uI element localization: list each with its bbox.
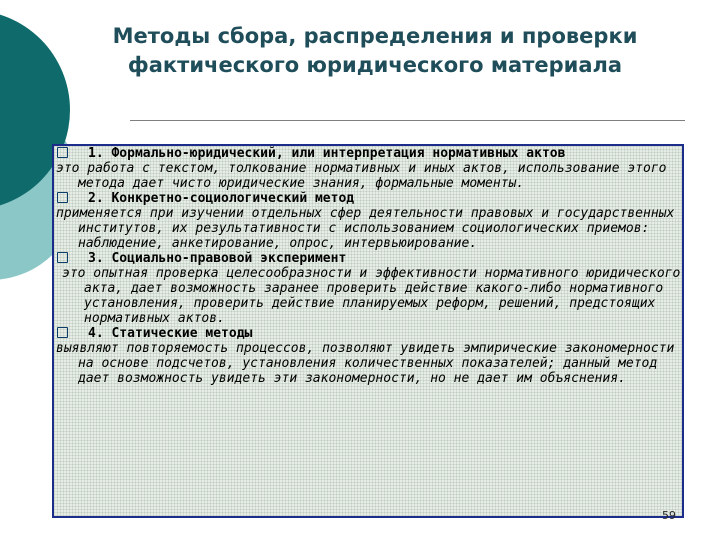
method-description: выявляют повторяемость процессов, позволяют увидеть эмпирические закономерности на основе подсчетов, установления количественных показателей; данный метод дает возможность увидеть эти закономерности, но не дает им объяснения. — [56, 341, 675, 386]
method-heading: 3. Социально-правовой эксперимент — [88, 251, 347, 266]
method-heading: 1. Формально-юридический, или интерпретация нормативных актов — [88, 146, 566, 161]
method-heading: 2. Конкретно-социологический метод — [88, 191, 355, 206]
method-heading: 4. Статические методы — [88, 326, 253, 341]
checkbox-bullet-icon — [57, 192, 68, 203]
checkbox-bullet-icon — [57, 252, 68, 263]
slide-title: Методы сбора, распределения и проверки фактического юридического материала — [112, 24, 638, 77]
methods-list — [56, 146, 682, 386]
method-description: это опытная проверка целесообразности и эффективности нормативного юридического акта, дает возможность заранее проверить действие какого-либо нормативного установления, проверить действие планируемых реформ, решений, предстоящих нормативных актов. — [62, 266, 681, 326]
method-description: это работа с текстом, толкование нормативных и иных актов, использование этого метода дает чисто юридические знания, формальные моменты. — [56, 161, 667, 191]
checkbox-bullet-icon — [57, 147, 68, 158]
title-divider — [130, 120, 685, 121]
page-number: 59 — [662, 509, 676, 522]
method-item-2 — [56, 191, 682, 206]
method-item-1 — [56, 146, 682, 161]
method-item-3 — [56, 251, 682, 266]
method-item-4 — [56, 326, 682, 341]
method-description: применяется при изучении отдельных сфер деятельности правовых и государственных институтов, их результативности с использованием социологических приемов: наблюдение, анкетирование, опрос, интервьюирование. — [56, 206, 675, 251]
checkbox-bullet-icon — [57, 327, 68, 338]
